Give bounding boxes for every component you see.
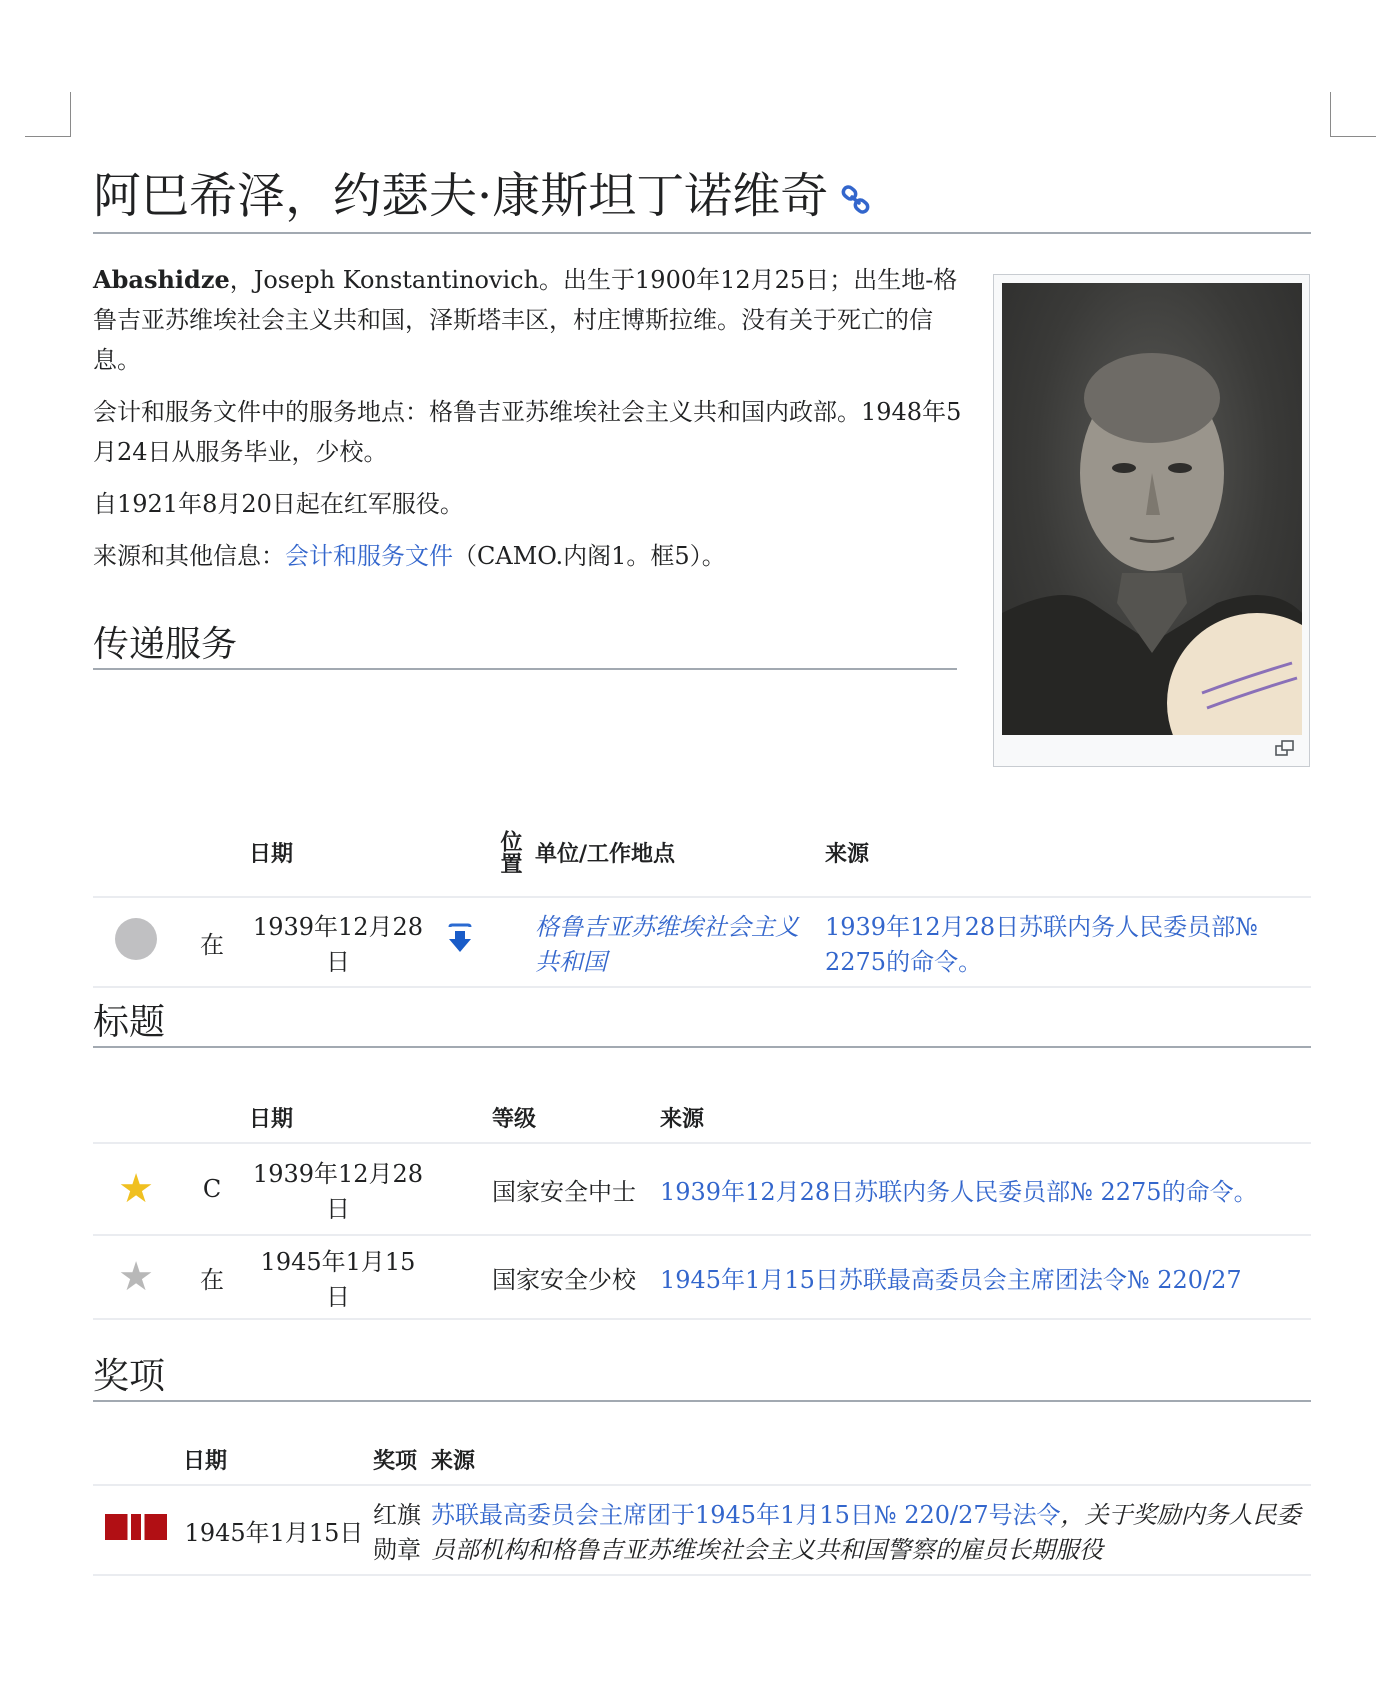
source-link[interactable]: 苏联最高委员会主席团于1945年1月15日№ 220/27号法令 [431, 1501, 1061, 1529]
row-prefix: С [179, 1142, 245, 1234]
unit-link[interactable]: 格鲁吉亚苏维埃社会主义共和国 [535, 913, 799, 976]
red-banner-ribbon-icon [105, 1514, 167, 1540]
intro-paragraph-2: 会计和服务文件中的服务地点：格鲁吉亚苏维埃社会主义共和国内政部。1948年5月24日从服务毕业，少校。 [93, 398, 962, 466]
col-header-source: 来源 [431, 1448, 476, 1474]
col-header-position: 位置 [497, 830, 522, 874]
row-prefix: 在 [179, 1234, 245, 1320]
table-header-row [93, 808, 1311, 896]
award-reason: ，关于奖励内务人民委员部机构和格鲁吉亚苏维埃社会主义共和国警察的雇员长期服役 [431, 1501, 1301, 1564]
person-name: Abashidze [93, 265, 230, 294]
archive-reference: （CAMO.内阁1。框5）。 [453, 542, 726, 570]
intro-birth-info: ，Joseph Konstantinovich。出生于1900年12月25日；出生地-格鲁吉亚苏维埃社会主义共和国，泽斯塔丰区，村庄博斯拉维。没有关于死亡的信息。 [93, 266, 958, 374]
grey-star-icon: ★ [118, 1254, 154, 1300]
table-row [93, 1484, 1311, 1576]
intro-text [93, 260, 963, 588]
portrait-thumbnail[interactable] [993, 274, 1310, 767]
row-date: 1939年12月28日 [245, 896, 431, 988]
awards-table [93, 1434, 1311, 1576]
gold-star-icon: ★ [118, 1166, 154, 1212]
crop-mark-top-right [1330, 92, 1376, 137]
portrait-photo[interactable] [1002, 283, 1302, 735]
page-title [93, 166, 1311, 234]
source-link[interactable]: 1945年1月15日苏联最高委员会主席团法令№ 220/27 [660, 1265, 1242, 1294]
section-heading-awards: 奖项 [93, 1354, 1311, 1402]
col-header-source: 来源 [660, 1106, 705, 1132]
source-link[interactable]: 1939年12月28日苏联内务人民委员部№ 2275的命令。 [660, 1177, 1258, 1206]
section-heading-service: 传递服务 [93, 622, 957, 670]
row-date: 1945年1月15日 [179, 1484, 369, 1576]
table-row [93, 896, 1311, 988]
col-header-date: 日期 [183, 1448, 228, 1474]
table-row [93, 1142, 1311, 1234]
intro-paragraph-4 [93, 536, 963, 576]
sources-label: 来源和其他信息： [93, 542, 285, 570]
row-prefix: 在 [179, 896, 245, 988]
col-header-rank: 等级 [492, 1106, 537, 1132]
service-files-link[interactable]: 会计和服务文件 [285, 542, 453, 570]
col-header-date: 日期 [249, 1106, 294, 1132]
section-heading-titles: 标题 [93, 1000, 1311, 1048]
intro-paragraph-1 [93, 260, 963, 380]
arrow-down-icon[interactable] [446, 933, 474, 961]
col-header-unit: 单位/工作地点 [535, 841, 676, 867]
row-date: 1945年1月15日 [245, 1234, 431, 1320]
col-header-date: 日期 [249, 841, 294, 867]
service-table [93, 808, 1311, 988]
source-link[interactable]: 1939年12月28日苏联内务人民委员部№ 2275的命令。 [825, 913, 1258, 976]
table-header-row [93, 1434, 1311, 1484]
col-header-award: 奖项 [373, 1448, 418, 1474]
enlarge-icon[interactable] [1275, 740, 1295, 760]
row-rank: 国家安全中士 [488, 1142, 656, 1234]
grey-circle-icon [115, 918, 157, 960]
link-icon[interactable] [840, 184, 872, 216]
page-title-text: 阿巴希泽，约瑟夫·康斯坦丁诺维奇 [93, 168, 829, 224]
row-date: 1939年12月28日 [245, 1142, 431, 1234]
row-award: 红旗勋章 [369, 1484, 427, 1576]
col-header-source: 来源 [825, 841, 870, 867]
row-rank: 国家安全少校 [488, 1234, 656, 1320]
titles-table [93, 1092, 1311, 1320]
table-row [93, 1234, 1311, 1320]
intro-paragraph-3: 自1921年8月20日起在红军服役。 [93, 490, 464, 518]
crop-mark-top-left [25, 92, 71, 137]
table-header-row [93, 1092, 1311, 1142]
